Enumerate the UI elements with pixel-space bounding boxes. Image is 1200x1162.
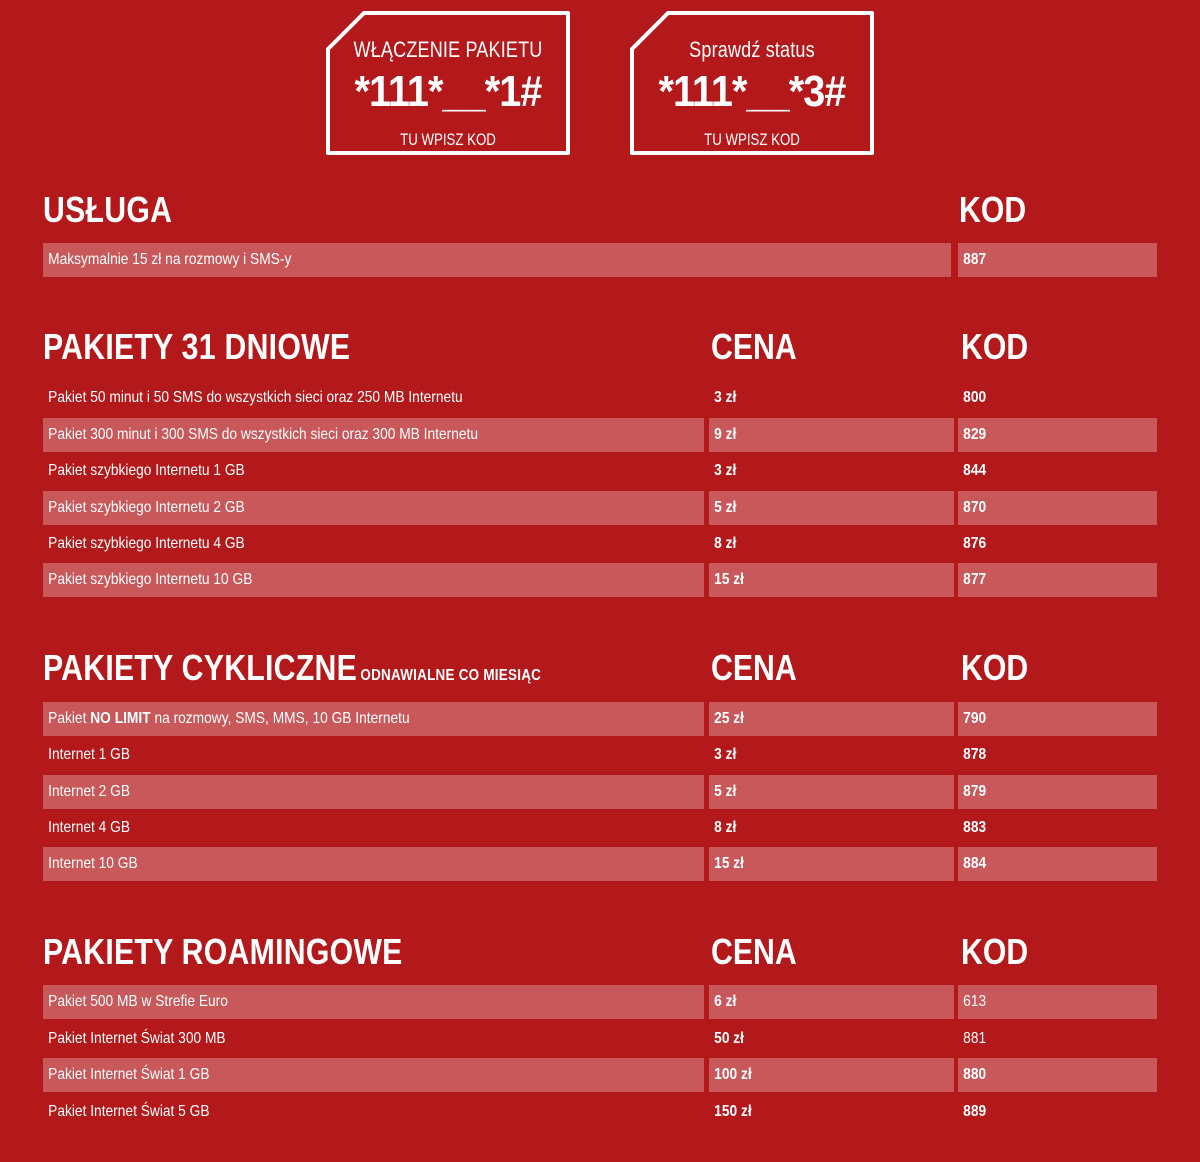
package-code: 829 xyxy=(958,418,1157,452)
package-price: 150 zł xyxy=(714,1103,752,1120)
package-name: Pakiet Internet Świat 300 MB xyxy=(48,1030,226,1047)
table-row xyxy=(0,454,1200,488)
package-name: Pakiet szybkiego Internetu 4 GB xyxy=(48,535,245,552)
section-title-text: PAKIETY CYKLICZNE xyxy=(43,647,358,688)
table-row xyxy=(0,491,1200,525)
package-code: 889 xyxy=(963,1103,987,1120)
package-name: Internet 4 GB xyxy=(48,819,131,836)
package-name: Internet 2 GB xyxy=(43,775,704,809)
package-code: 883 xyxy=(963,819,987,836)
card-hint: TU WPISZ KOD xyxy=(704,130,800,149)
package-name: Pakiet 300 minut i 300 SMS do wszystkich sieci oraz 300 MB Internetu xyxy=(43,418,704,452)
column-header-code: KOD xyxy=(961,647,1029,688)
table-row xyxy=(0,702,1200,736)
package-name: Pakiet 500 MB w Strefie Euro xyxy=(43,985,704,1019)
package-code: 879 xyxy=(958,775,1157,809)
table-row xyxy=(0,775,1200,809)
package-price: 5 zł xyxy=(709,775,954,809)
package-price: 8 zł xyxy=(714,819,737,836)
column-header-code: KOD xyxy=(961,931,1029,972)
table-row xyxy=(0,1058,1200,1092)
package-name: Internet 1 GB xyxy=(48,746,131,763)
no-limit-label: NO LIMIT xyxy=(90,710,151,727)
table-row xyxy=(0,985,1200,1019)
package-price: 3 zł xyxy=(714,746,737,763)
table-row xyxy=(0,418,1200,452)
package-code: 870 xyxy=(958,491,1157,525)
section-title-cyclic xyxy=(43,647,541,689)
column-header-price: CENA xyxy=(711,326,797,367)
card-hint: TU WPISZ KOD xyxy=(400,130,496,149)
table-row xyxy=(0,811,1200,845)
package-price: 6 zł xyxy=(709,985,954,1019)
package-code: 613 xyxy=(958,985,1157,1019)
table-row xyxy=(0,563,1200,597)
column-header-code: KOD xyxy=(961,326,1029,367)
package-name: Pakiet szybkiego Internetu 10 GB xyxy=(43,563,704,597)
package-price: 9 zł xyxy=(709,418,954,452)
card-title: Sprawdź status xyxy=(689,37,815,62)
card-ussd-code: *111*__*1# xyxy=(354,67,542,116)
package-name: Pakiet NO LIMIT na rozmowy, SMS, MMS, 10 GB Internetu xyxy=(43,702,704,736)
package-code: 884 xyxy=(958,847,1157,881)
column-header-price: CENA xyxy=(711,647,797,688)
section-title-roaming: PAKIETY ROAMINGOWE xyxy=(43,931,403,972)
check-status-card xyxy=(630,11,874,155)
column-header-code: KOD xyxy=(959,189,1027,230)
package-code: 877 xyxy=(958,563,1157,597)
package-code: 880 xyxy=(958,1058,1157,1092)
package-code: 844 xyxy=(963,462,987,479)
package-code: 876 xyxy=(963,535,987,552)
table-row xyxy=(0,243,1200,277)
table-row xyxy=(0,527,1200,561)
card-title: WŁĄCZENIE PAKIETU xyxy=(353,37,543,62)
package-price: 50 zł xyxy=(714,1030,744,1047)
service-code: 887 xyxy=(958,243,1157,277)
table-row xyxy=(0,738,1200,772)
package-price: 3 zł xyxy=(714,462,737,479)
package-code: 790 xyxy=(958,702,1157,736)
package-name: Pakiet 50 minut i 50 SMS do wszystkich sieci oraz 250 MB Internetu xyxy=(48,389,463,406)
package-price: 15 zł xyxy=(709,563,954,597)
section-title-31-day: PAKIETY 31 DNIOWE xyxy=(43,326,351,367)
table-row xyxy=(0,1095,1200,1129)
table-row xyxy=(0,847,1200,881)
package-price: 8 zł xyxy=(714,535,737,552)
package-price: 15 zł xyxy=(709,847,954,881)
service-name: Maksymalnie 15 zł na rozmowy i SMS-y xyxy=(43,243,951,277)
table-row xyxy=(0,1022,1200,1056)
package-code: 800 xyxy=(963,389,987,406)
package-name: Internet 10 GB xyxy=(43,847,704,881)
package-name: Pakiet Internet Świat 5 GB xyxy=(48,1103,210,1120)
table-row xyxy=(0,381,1200,415)
section-title-usluga: USŁUGA xyxy=(43,189,173,230)
package-price: 5 zł xyxy=(709,491,954,525)
package-name: Pakiet szybkiego Internetu 1 GB xyxy=(48,462,245,479)
package-name: Pakiet Internet Świat 1 GB xyxy=(43,1058,704,1092)
card-ussd-code: *111*__*3# xyxy=(658,67,846,116)
package-code: 878 xyxy=(963,746,987,763)
package-name: Pakiet szybkiego Internetu 2 GB xyxy=(43,491,704,525)
column-header-price: CENA xyxy=(711,931,797,972)
package-price: 25 zł xyxy=(709,702,954,736)
package-code: 881 xyxy=(963,1030,987,1047)
package-price: 3 zł xyxy=(714,389,737,406)
activate-package-card xyxy=(326,11,570,155)
section-subtitle: ODNAWIALNE CO MIESIĄC xyxy=(360,667,542,684)
package-price: 100 zł xyxy=(709,1058,954,1092)
